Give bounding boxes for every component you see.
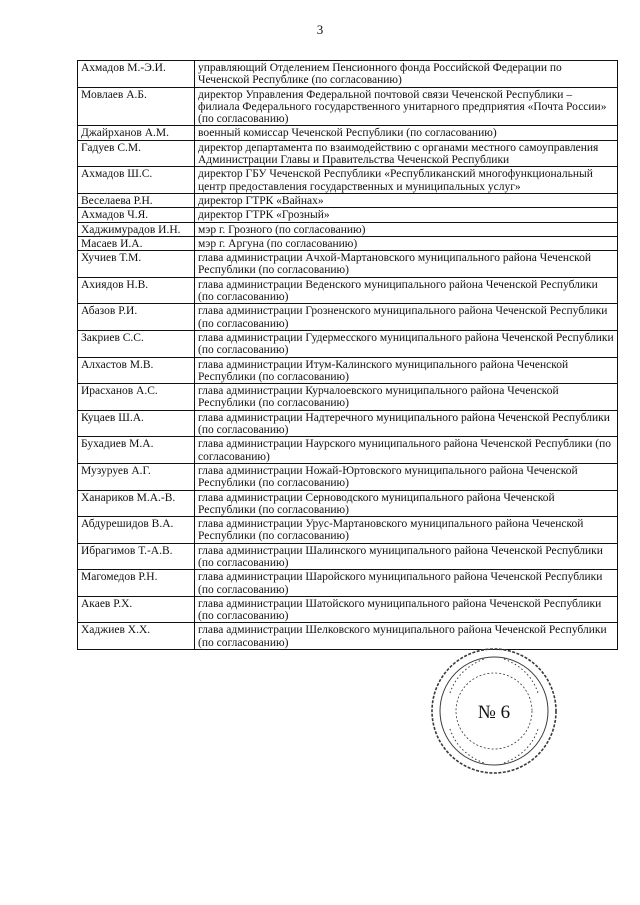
member-name: Ирасханов А.С. [78,384,195,411]
member-name: Ибрагимов Т.-А.В. [78,543,195,570]
member-name: Куцаев Ш.А. [78,410,195,437]
member-position: военный комиссар Чеченской Республики (по согласованию) [195,126,618,140]
member-position: директор Управления Федеральной почтовой связи Чеченской Республики – филиала Федерального государственного унитарного предприятия «Почта России» (по согласованию) [195,87,618,126]
member-name: Веселаева Р.Н. [78,193,195,207]
table-row [78,437,618,464]
member-position: глава администрации Ножай-Юртовского муниципального района Чеченской Республики (по согласованию) [195,463,618,490]
member-name: Закриев С.С. [78,330,195,357]
member-position: глава администрации Гудермесского муниципального района Чеченской Республики (по согласованию) [195,330,618,357]
table-row [78,193,618,207]
table-row [78,236,618,250]
member-name: Алхастов М.В. [78,357,195,384]
member-position: мэр г. Аргуна (по согласованию) [195,236,618,250]
table-row [78,277,618,304]
members-table [77,60,618,650]
member-position: директор департамента по взаимодействию с органами местного самоуправления Администрации Главы и Правительства Чеченской Республики [195,140,618,167]
table-row [78,490,618,517]
member-name: Хучиев Т.М. [78,251,195,278]
member-position: глава администрации Итум-Калинского муниципального района Чеченской Республики (по согласованию) [195,357,618,384]
member-position: глава администрации Курчалоевского муниципального района Чеченской Республики (по согласованию) [195,384,618,411]
member-position: глава администрации Веденского муниципального района Чеченской Республики (по согласованию) [195,277,618,304]
member-name: Ханариков М.А.-В. [78,490,195,517]
page-number: 3 [316,22,324,37]
member-name: Бухадиев М.А. [78,437,195,464]
member-name: Абазов Р.И. [78,304,195,331]
member-position: глава администрации Надтеречного муниципального района Чеченской Республики (по согласованию) [195,410,618,437]
table-row [78,208,618,222]
member-name: Ахмадов М.-Э.И. [78,61,195,88]
member-position: глава администрации Грозненского муниципального района Чеченской Республики (по согласованию) [195,304,618,331]
member-name: Мовлаев А.Б. [78,87,195,126]
member-name: Акаев Р.Х. [78,596,195,623]
member-name: Ахмадов Ч.Я. [78,208,195,222]
member-name: Хаджимурадов И.Н. [78,222,195,236]
table-row [78,126,618,140]
member-name: Ахмадов Ш.С. [78,167,195,194]
table-row [78,543,618,570]
member-position: глава администрации Шалинского муниципального района Чеченской Республики (по согласованию) [195,543,618,570]
table-row [78,357,618,384]
member-position: управляющий Отделением Пенсионного фонда Российской Федерации по Чеченской Республике (по согласованию) [195,61,618,88]
table-row [78,304,618,331]
table-row [78,330,618,357]
member-position: директор ГТРК «Грозный» [195,208,618,222]
member-name: Магомедов Р.Н. [78,570,195,597]
member-position: директор ГТРК «Вайнах» [195,193,618,207]
table-row [78,410,618,437]
official-stamp [428,645,560,777]
table-row [78,140,618,167]
member-position: глава администрации Шатойского муниципального района Чеченской Республики (по согласованию) [195,596,618,623]
table-row [78,222,618,236]
member-position: глава администрации Серноводского муниципального района Чеченской Республики (по согласованию) [195,490,618,517]
member-position: глава администрации Наурского муниципального района Чеченской Республики (по согласованию) [195,437,618,464]
table-row [78,596,618,623]
member-name: Гадуев С.М. [78,140,195,167]
member-name: Джайрханов А.М. [78,126,195,140]
member-position: глава администрации Шелковского муниципального района Чеченской Республики (по согласованию) [195,623,618,650]
table-row [78,570,618,597]
table-row [78,384,618,411]
member-position: глава администрации Урус-Мартановского муниципального района Чеченской Республики (по согласованию) [195,517,618,544]
member-name: Абдурешидов В.А. [78,517,195,544]
table-row [78,61,618,88]
table-row [78,251,618,278]
stamp-number-label: № 6 [477,702,511,723]
member-position: глава администрации Шаройского муниципального района Чеченской Республики (по согласованию) [195,570,618,597]
member-name: Хаджиев Х.Х. [78,623,195,650]
table-row [78,167,618,194]
member-name: Ахиядов Н.В. [78,277,195,304]
member-name: Масаев И.А. [78,236,195,250]
member-position: мэр г. Грозного (по согласованию) [195,222,618,236]
member-position: глава администрации Ачхой-Мартановского муниципального района Чеченской Республики (по согласованию) [195,251,618,278]
table-row [78,87,618,126]
table-row [78,463,618,490]
member-position: директор ГБУ Чеченской Республики «Республиканский многофункциональный центр предоставления государственных и муниципальных услуг» [195,167,618,194]
member-name: Музуруев А.Г. [78,463,195,490]
table-row [78,517,618,544]
